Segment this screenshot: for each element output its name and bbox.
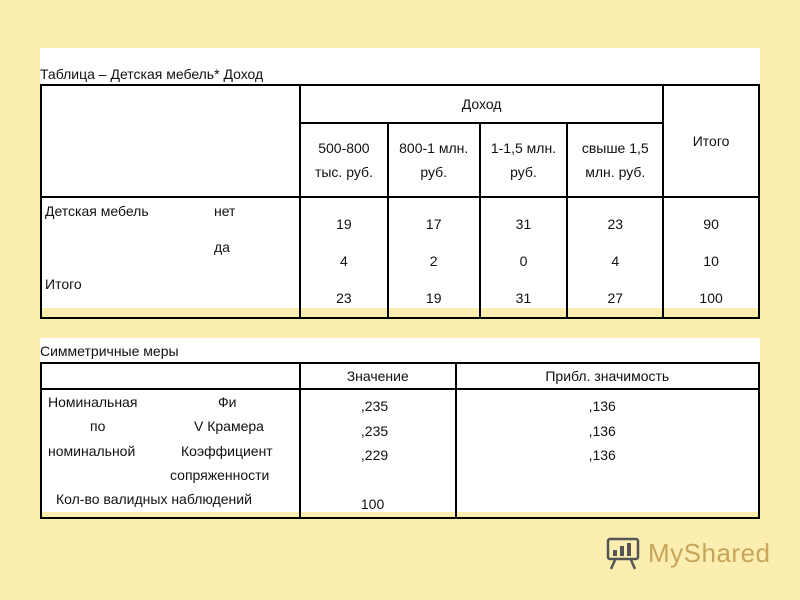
- significance-contingency: ,136: [588, 447, 616, 463]
- value-contingency: ,229: [360, 447, 389, 463]
- value-header: Значение: [300, 363, 456, 389]
- myshared-logo: [606, 536, 771, 570]
- row-group-label: Детская мебель: [45, 203, 149, 219]
- significance-header: Прибл. значимость: [456, 363, 759, 389]
- income-col-2-values: 17 2 19: [388, 197, 480, 318]
- income-col-3-values: 31 0 31: [480, 197, 568, 318]
- values-column: [300, 389, 456, 518]
- crosstab-table: [40, 84, 760, 319]
- value-phi: ,235: [360, 398, 389, 414]
- measures-labels-cell: [41, 389, 300, 518]
- income-header: Доход: [300, 85, 663, 123]
- value-cramers-v: ,235: [360, 422, 389, 439]
- left-label-1: Номинальная: [48, 394, 138, 410]
- income-range-2: 800-1 млн. руб.: [388, 123, 480, 197]
- symmetric-measures-panel: [40, 338, 760, 512]
- income-col-4-values: 23 4 27: [567, 197, 663, 318]
- row-labels-cell: [41, 197, 300, 318]
- logo-text: MyShared: [648, 537, 771, 568]
- measure-cramers-v: V Крамера: [194, 418, 264, 434]
- measure-coefficient: Коэффициент: [181, 443, 273, 459]
- total-col-values: 90 10 100: [663, 197, 759, 318]
- symmetric-measures-table: [40, 362, 760, 519]
- significance-cramers-v: ,136: [588, 422, 616, 439]
- income-range-3: 1-1,5 млн. руб.: [480, 123, 568, 197]
- significance-column: [456, 389, 759, 518]
- significance-phi: ,136: [588, 398, 616, 414]
- income-col-1-values: 19 4 23: [300, 197, 388, 318]
- left-label-2: по: [90, 418, 106, 434]
- value-empty: [301, 468, 455, 493]
- corner-cell: [41, 85, 300, 197]
- crosstab-panel: [40, 48, 760, 308]
- crosstab-title: Таблица – Детская мебель* Доход: [40, 66, 264, 82]
- row-label-total: Итого: [45, 276, 82, 292]
- row-label-yes: да: [214, 239, 230, 255]
- income-range-1: 500-800 тыс. руб.: [300, 123, 388, 197]
- total-column-header: Итого: [663, 85, 759, 197]
- presentation-board-icon: [606, 536, 642, 570]
- measures-corner-cell: [41, 363, 300, 389]
- symmetric-measures-title: Симметричные меры: [40, 343, 179, 359]
- left-label-3: номинальной: [48, 443, 136, 459]
- value-valid-cases: 100: [360, 496, 385, 512]
- measure-phi: Фи: [218, 394, 237, 410]
- row-label-no: нет: [214, 203, 236, 219]
- income-range-4: свыше 1,5 млн. руб.: [567, 123, 663, 197]
- measure-contingency: сопряженности: [170, 467, 270, 483]
- valid-cases-label: Кол-во валидных наблюдений: [56, 491, 252, 507]
